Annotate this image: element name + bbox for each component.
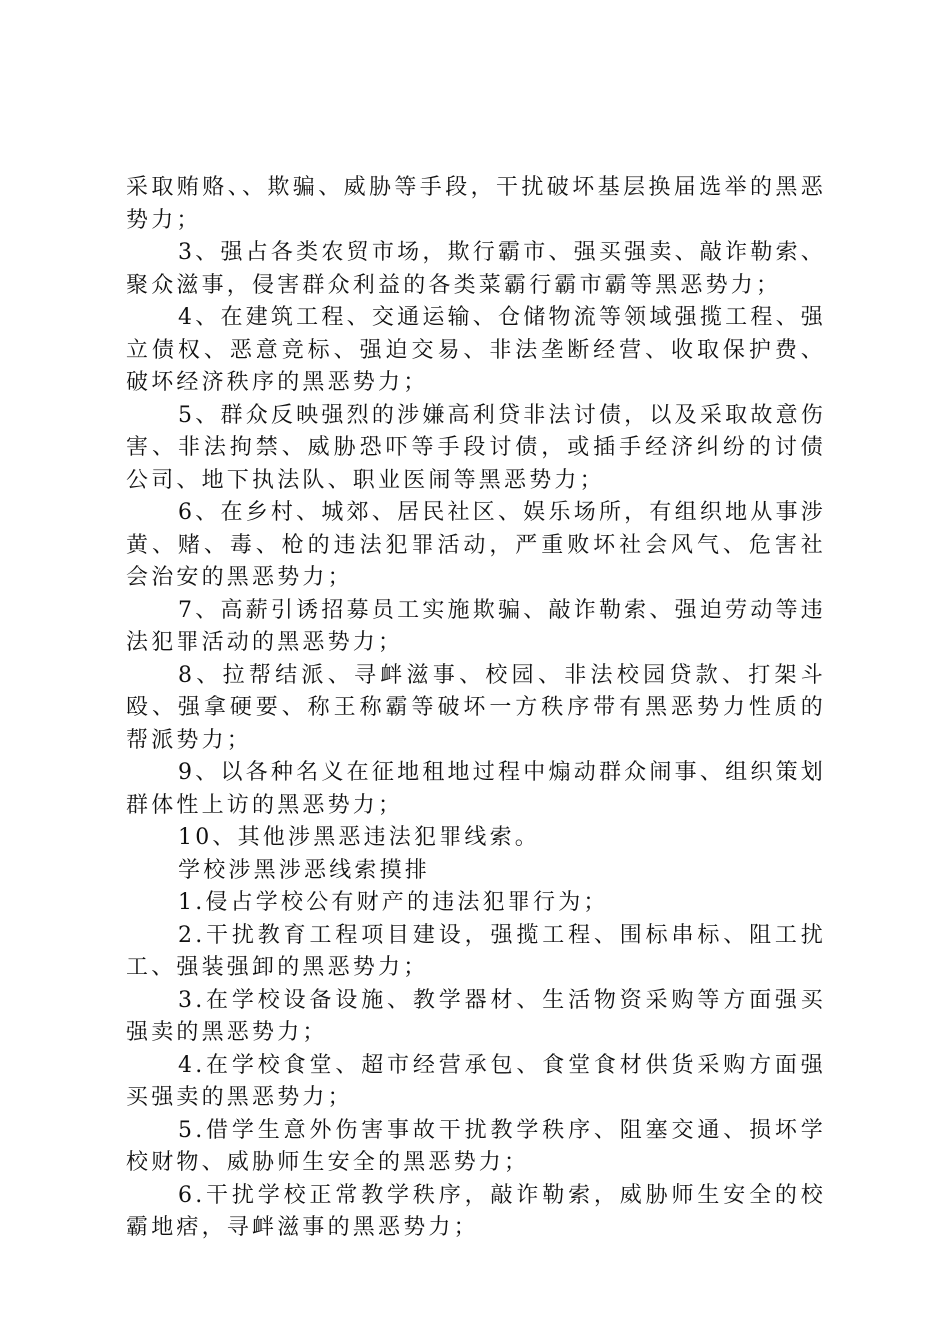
paragraph-item-9: 9、以各种名义在征地租地过程中煽动群众闹事、组织策划群体性上访的黑恶势力； [126, 760, 826, 818]
school-item-2: 2.干扰教育工程项目建设，强揽工程、围标串标、阻工扰工、强装强卸的黑恶势力； [126, 922, 826, 980]
paragraph-item-5: 5、群众反映强烈的涉嫌高利贷非法讨债，以及采取故意伤害、非法拘禁、威胁恐吓等手段讨债，或插手经济纠纷的讨债公司、地下执法队、职业医闹等黑恶势力； [126, 402, 826, 493]
paragraph-item-10: 10、其他涉黑恶违法犯罪线索。 [178, 825, 540, 850]
school-item-1: 1.侵占学校公有财产的违法犯罪行为； [178, 890, 609, 915]
school-item-6: 6.干扰学校正常教学秩序，敲诈勒索，威胁师生安全的校霸地痞，寻衅滋事的黑恶势力； [126, 1182, 826, 1240]
school-item-5: 5.借学生意外伤害事故干扰教学秩序、阻塞交通、损坏学校财物、威胁师生安全的黑恶势力； [126, 1117, 826, 1175]
paragraph-item-8: 8、拉帮结派、寻衅滋事、校园、非法校园贷款、打架斗殴、强拿硬要、称王称霸等破坏一方秩序带有黑恶势力性质的帮派势力； [126, 662, 826, 753]
document-body [126, 172, 826, 1245]
paragraph-item-4: 4、在建筑工程、交通运输、仓储物流等领域强揽工程、强立债权、恶意竞标、强迫交易、非法垄断经营、收取保护费、破坏经济秩序的黑恶势力； [126, 305, 826, 395]
paragraph-continuation: 采取贿赂、、欺骗、威胁等手段，干扰破坏基层换届选举的黑恶势力； [126, 175, 826, 233]
section-heading-school: 学校涉黑涉恶线索摸排 [178, 857, 431, 883]
paragraph-item-3: 3、强占各类农贸市场，欺行霸市、强买强卖、敲诈勒索、聚众滋事，侵害群众利益的各类菜霸行霸市霸等黑恶势力； [126, 240, 826, 298]
school-item-4: 4.在学校食堂、超市经营承包、食堂食材供货采购方面强买强卖的黑恶势力； [126, 1052, 826, 1110]
paragraph-item-6: 6、在乡村、城郊、居民社区、娱乐场所，有组织地从事涉黄、赌、毒、枪的违法犯罪活动，严重败坏社会风气、危害社会治安的黑恶势力； [126, 500, 826, 590]
paragraph-item-7: 7、高薪引诱招募员工实施欺骗、敲诈勒索、强迫劳动等违法犯罪活动的黑恶势力； [126, 597, 826, 655]
school-item-3: 3.在学校设备设施、教学器材、生活物资采购等方面强买强卖的黑恶势力； [126, 987, 826, 1045]
